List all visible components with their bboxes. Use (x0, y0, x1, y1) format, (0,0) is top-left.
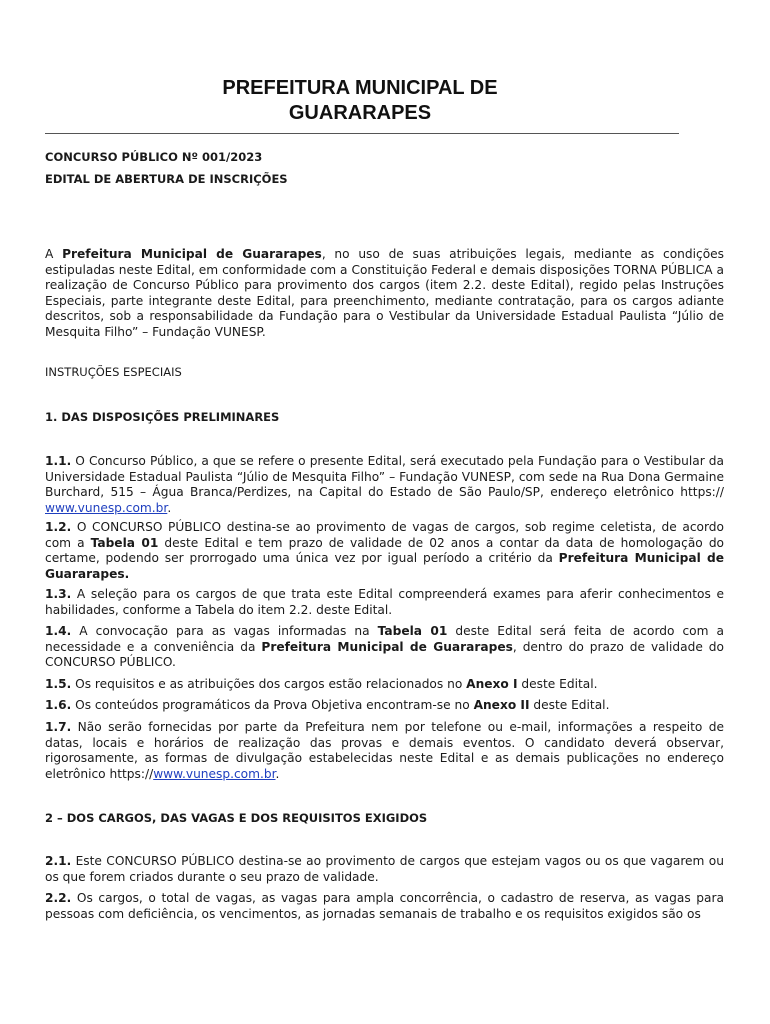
item-2-2 (45, 891, 724, 922)
notice-title: EDITAL DE ABERTURA DE INSCRIÇÕES (45, 172, 288, 186)
annex-reference: Anexo II (473, 698, 530, 712)
item-text: Os conteúdos programáticos da Prova Objetiva encontram-se no (71, 698, 474, 712)
contest-number: CONCURSO PÚBLICO Nº 001/2023 (45, 150, 263, 164)
item-number: 2.1. (45, 854, 72, 868)
item-number: 1.5. (45, 677, 72, 691)
item-number: 1.4. (45, 624, 72, 638)
item-text: Os cargos, o total de vagas, as vagas para ampla concorrência, o cadastro de reserva, as vagas para pessoas com deficiência, os vencimentos, as jornadas semanais de trabalho e os requisitos exigidos são os (45, 891, 724, 921)
item-text: O CONCURSO PÚBLICO destina-se ao provimento de vagas de cargos, sob regime celetista, de acordo com a (45, 520, 724, 550)
item-text: Não serão fornecidas por parte da Prefeitura nem por telefone ou e-mail, informações a respeito de datas, locais e horários de realização das provas e demais eventos. O candidato deverá observar, rigorosamente, as formas de divulgação estabelecidas neste Edital e as demais publicações no endereço eletrônico https:// (45, 720, 724, 781)
item-text: deste Edital será feita de acordo com a necessidade e a conveniência da (45, 624, 725, 654)
vunesp-link[interactable]: www.vunesp.com.br (153, 766, 276, 781)
title-divider (45, 133, 679, 134)
document-title-line1: PREFEITURA MUNICIPAL DE (222, 77, 498, 99)
item-1-4 (45, 624, 724, 671)
item-number: 1.3. (45, 587, 72, 601)
item-1-7 (45, 720, 724, 782)
vunesp-link[interactable]: www.vunesp.com.br (45, 500, 168, 515)
item-text: deste Edital. (517, 677, 598, 691)
item-number: 1.6. (45, 698, 72, 712)
organization-name: Prefeitura Municipal de Guararapes (261, 639, 513, 654)
item-text: A seleção para os cargos de que trata este Edital compreenderá exames para aferir conhecimentos e habilidades, conforme a Tabela do item 2.2. deste Edital. (45, 587, 724, 617)
item-text: , dentro do prazo de validade do CONCURSO PÚBLICO. (45, 639, 724, 669)
table-reference: Tabela 01 (377, 624, 448, 638)
intro-article: A (45, 247, 63, 261)
item-text: Este CONCURSO PÚBLICO destina-se ao provimento de cargos que estejam vagos ou os que vagarem ou os que forem criados durante o seu prazo de validade. (45, 854, 724, 884)
section1-heading: 1. DAS DISPOSIÇÕES PRELIMINARES (45, 410, 280, 424)
item-number: 2.2. (45, 891, 72, 905)
item-text: A convocação para as vagas informadas na (71, 624, 378, 638)
item-text: deste Edital e tem prazo de validade de 02 anos a contar da data de homologação do certame, podendo ser prorrogado uma única vez por igual período a critério da (45, 535, 725, 565)
intro-organization: Prefeitura Municipal de Guararapes (62, 247, 322, 261)
item-text-end: . (275, 766, 280, 781)
item-1-6 (45, 698, 724, 714)
item-1-5 (45, 677, 724, 693)
item-text-end: . (167, 500, 172, 515)
special-instructions-heading: INSTRUÇÕES ESPECIAIS (45, 365, 182, 379)
item-2-1 (45, 854, 724, 885)
item-1-1 (45, 454, 724, 516)
item-number: 1.2. (45, 520, 72, 534)
item-text: deste Edital. (529, 698, 610, 712)
item-number: 1.1. (45, 454, 72, 468)
item-text: O Concurso Público, a que se refere o presente Edital, será executado pela Fundação para o Vestibular da Universidade Estadual Paulista “Júlio de Mesquita Filho” – Fundação VUNESP, com sede na Rua Dona Germaine Burchard, 515 – Água Branca/Perdizes, na Capital do Estado de São Paulo/SP, endereço eletrônico https:// (45, 454, 724, 499)
annex-reference: Anexo I (466, 677, 518, 691)
section2-heading: 2 – DOS CARGOS, DAS VAGAS E DOS REQUISITOS EXIGIDOS (45, 811, 428, 825)
document-title-line2: GUARARAPES (288, 102, 432, 124)
organization-name: Prefeitura Municipal de Guararapes. (45, 551, 724, 581)
item-1-3 (45, 587, 724, 618)
intro-text: , no uso de suas atribuições legais, mediante as condições estipuladas neste Edital, em conformidade com a Constituição Federal e demais disposições TORNA PÚBLICA a realização de Concurso Público para provimento dos cargos (item 2.2. deste Edital), regido pelas Instruções Especiais, parte integrante deste Edital, para preenchimento, mediante contratação, para os cargos adiante descritos, sob a responsabilidade da Fundação para o Vestibular da Universidade Estadual Paulista “Júlio de Mesquita Filho” – Fundação VUNESP. (45, 247, 725, 339)
item-text: Os requisitos e as atribuições dos cargos estão relacionados no (71, 677, 467, 691)
intro-paragraph (45, 247, 724, 340)
table-reference: Tabela 01 (90, 535, 159, 550)
item-number: 1.7. (45, 720, 72, 734)
item-1-2 (45, 520, 724, 582)
